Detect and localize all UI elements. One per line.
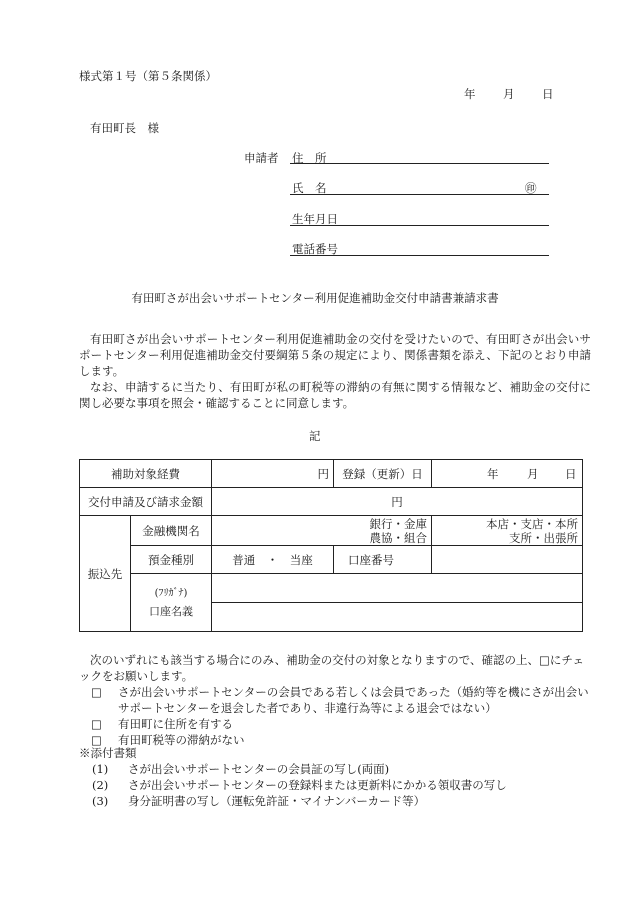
bank-type-2: 農協・組合 — [369, 530, 427, 545]
condition-item[interactable] — [79, 684, 591, 716]
reg-month-label: 月 — [527, 466, 539, 481]
amount-label: 交付申請及び請求金額 — [80, 488, 212, 516]
attachment-number: (3) — [92, 794, 109, 808]
condition-item[interactable] — [79, 732, 591, 748]
reg-day-label: 日 — [565, 466, 577, 481]
attachment-text: 身分証明書の写し（運転免許証・マイナンバーカード等） — [128, 794, 426, 808]
ki-heading: 記 — [309, 429, 321, 443]
bank-row — [80, 516, 583, 546]
attachment-item — [79, 777, 507, 793]
checkbox[interactable]: □ — [91, 717, 102, 731]
checkbox[interactable]: □ — [91, 733, 102, 747]
address-field[interactable] — [290, 163, 549, 164]
expense-amount-cell[interactable] — [212, 460, 334, 488]
address-label: 住 所 — [292, 151, 327, 165]
attachment-number: (2) — [92, 778, 109, 792]
condition-text: 有田町税等の滞納がない — [118, 733, 245, 747]
kana-row — [80, 574, 583, 603]
body-paragraph-1: 有田町さが出会いサポートセンター利用促進補助金の交付を受けたいので、有田町さが出会いサポートセンター利用促進補助金交付要綱第５条の規定により、関係書類を添え、下記のとおり申請します。 — [79, 332, 591, 378]
phone-label: 電話番号 — [292, 242, 338, 256]
amount-cell[interactable] — [212, 488, 583, 516]
branch-type-2: 支所・出張所 — [509, 530, 578, 545]
registration-date-label: 登録（更新）日 — [334, 460, 432, 488]
bank-type-1: 銀行・金庫 — [369, 516, 427, 531]
bank-name-label: 金融機関名 — [131, 516, 212, 546]
attachment-text: さが出会いサポートセンターの会員証の写し(両面) — [128, 762, 390, 776]
transfer-label: 振込先 — [80, 516, 131, 632]
account-holder-label: 口座名義 — [149, 604, 193, 618]
bank-name-cell[interactable] — [212, 516, 432, 546]
deposit-type-options[interactable]: 普通 ・ 当座 — [212, 546, 334, 574]
name-field[interactable] — [290, 194, 549, 195]
seal-mark: ㊞ — [525, 181, 537, 195]
attachment-number: (1) — [92, 762, 109, 776]
date-year-label: 年 — [464, 87, 476, 101]
amount-row — [80, 488, 583, 516]
addressee: 有田町長 様 — [90, 121, 159, 135]
body-paragraph-2: なお、申請するに当たり、有田町が私の町税等の滞納の有無に関する情報など、補助金の交付に関し必要な事項を照会・確認することに同意します。 — [79, 380, 591, 410]
deposit-row — [80, 546, 583, 574]
account-number-cell[interactable] — [432, 546, 583, 574]
form-number: 様式第１号（第５条関係） — [79, 69, 217, 83]
conditions-intro: 次のいずれにも該当する場合にのみ、補助金の交付の対象となりますので、確認の上、□にチェックをお願いします。 — [79, 653, 584, 683]
body-text — [79, 331, 591, 411]
phone-field[interactable] — [290, 255, 549, 256]
date-month-label: 月 — [503, 87, 515, 101]
attachment-text: さが出会いサポートセンターの登録料または更新料にかかる領収書の写し — [128, 778, 507, 792]
birthdate-label: 生年月日 — [292, 212, 338, 226]
account-holder-label-cell — [131, 574, 212, 632]
kana-field[interactable] — [212, 574, 583, 603]
registration-date-cell[interactable] — [432, 460, 583, 488]
date-day-label: 日 — [542, 87, 554, 101]
attachment-item — [79, 793, 425, 809]
kana-label: (ﾌﾘｶﾞﾅ) — [154, 587, 188, 599]
birthdate-field[interactable] — [290, 225, 549, 226]
document-title: 有田町さが出会いサポートセンター利用促進補助金交付申請書兼請求書 — [131, 291, 499, 305]
condition-text: さが出会いサポートセンターの会員である若しくは会員であった（婚約等を機にさが出会いサポートセンターを退会した者であり、非違行為等による退会ではない） — [118, 685, 589, 715]
condition-item[interactable] — [79, 716, 591, 732]
account-holder-field[interactable] — [212, 603, 583, 632]
expense-label: 補助対象経費 — [80, 460, 212, 488]
conditions-section — [79, 652, 591, 748]
attachment-item — [79, 761, 389, 777]
yen-unit: 円 — [391, 494, 403, 509]
name-label: 氏 名 — [292, 181, 327, 195]
account-number-label: 口座番号 — [334, 546, 432, 574]
reg-year-label: 年 — [487, 466, 499, 481]
attachments-heading: ※添付書類 — [79, 746, 137, 760]
branch-type-1: 本店・支店・本所 — [486, 516, 578, 531]
application-table — [79, 459, 583, 632]
applicant-label: 申請者 — [244, 151, 279, 165]
checkbox[interactable]: □ — [91, 685, 102, 699]
expense-row — [80, 460, 583, 488]
deposit-type-label: 預金種別 — [131, 546, 212, 574]
condition-text: 有田町に住所を有する — [118, 717, 233, 731]
yen-unit: 円 — [317, 466, 329, 481]
branch-cell[interactable] — [432, 516, 583, 546]
